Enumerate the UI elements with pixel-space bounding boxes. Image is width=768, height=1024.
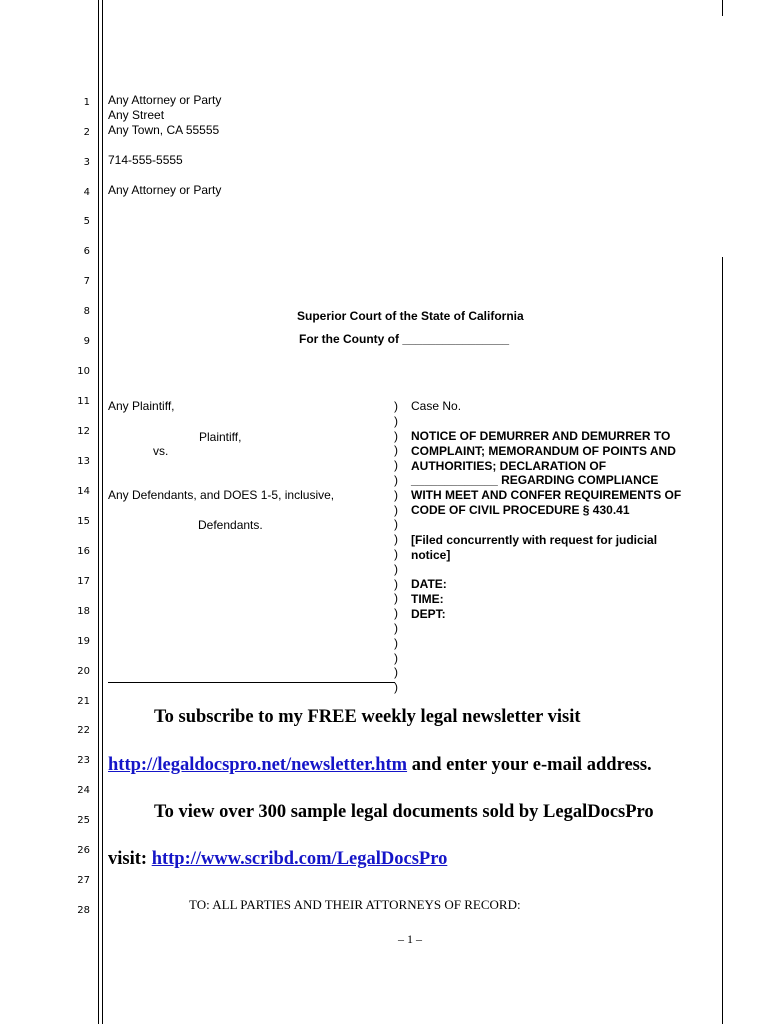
to-all-parties: TO: ALL PARTIES AND THEIR ATTORNEYS OF RECORD: bbox=[189, 897, 521, 912]
promo-line-3: To view over 300 sample legal documents sold by LegalDocsPro bbox=[154, 802, 654, 822]
filed-note-line-2: notice] bbox=[411, 548, 451, 562]
court-name: Superior Court of the State of California bbox=[297, 309, 524, 323]
attorney-phone: 714-555-5555 bbox=[108, 153, 183, 167]
hearing-dept-label: DEPT: bbox=[411, 607, 446, 621]
visit-label: visit: bbox=[108, 849, 152, 869]
defendants-name: Any Defendants, and DOES 1-5, inclusive, bbox=[108, 488, 335, 502]
plaintiff-name: Any Plaintiff, bbox=[108, 399, 175, 413]
caption-paren: ) bbox=[394, 561, 398, 576]
line-number: 22 bbox=[77, 725, 90, 736]
caption-paren: ) bbox=[394, 650, 398, 665]
caption-paren: ) bbox=[394, 443, 398, 458]
caption-paren: ) bbox=[394, 413, 398, 428]
document-title-line-6: CODE OF CIVIL PROCEDURE § 430.41 bbox=[411, 503, 630, 517]
line-number: 16 bbox=[77, 546, 90, 557]
caption-paren: ) bbox=[394, 473, 398, 487]
line-number: 14 bbox=[77, 486, 90, 497]
caption-paren: ) bbox=[394, 399, 398, 413]
promo-line-2 bbox=[108, 755, 652, 776]
filed-note-line-1: [Filed concurrently with request for judicial bbox=[411, 533, 658, 547]
line-number: 27 bbox=[77, 875, 90, 886]
case-number-label: Case No. bbox=[411, 399, 462, 413]
attorney-street: Any Street bbox=[108, 108, 165, 122]
line-number: 18 bbox=[77, 606, 90, 617]
line-number: 3 bbox=[83, 157, 90, 168]
caption-paren: ) bbox=[394, 532, 398, 547]
line-number: 17 bbox=[77, 576, 90, 587]
caption-paren: ) bbox=[394, 517, 398, 532]
court-county: For the County of ________________ bbox=[299, 332, 510, 346]
promo-line-1: To subscribe to my FREE weekly legal newsletter visit bbox=[154, 707, 581, 727]
caption-paren: ) bbox=[394, 635, 398, 650]
line-number: 20 bbox=[77, 666, 90, 677]
line-number: 10 bbox=[77, 366, 90, 377]
line-number: 5 bbox=[83, 216, 90, 227]
line-number: 9 bbox=[83, 336, 90, 347]
caption-paren: ) bbox=[394, 680, 398, 695]
hearing-time-label: TIME: bbox=[411, 592, 444, 606]
line-number: 11 bbox=[77, 396, 90, 407]
caption-paren: ) bbox=[394, 606, 398, 621]
line-number: 24 bbox=[77, 785, 90, 796]
document-title-line-3: AUTHORITIES; DECLARATION OF bbox=[411, 459, 607, 473]
line-number: 1 bbox=[83, 97, 90, 108]
line-number: 15 bbox=[77, 516, 90, 527]
line-number: 2 bbox=[83, 127, 90, 138]
right-margin-rule-top bbox=[722, 0, 723, 16]
plaintiff-role: Plaintiff, bbox=[199, 430, 242, 444]
versus-label: vs. bbox=[153, 444, 169, 458]
attorney-city: Any Town, CA 55555 bbox=[108, 123, 220, 137]
hearing-date-label: DATE: bbox=[411, 577, 447, 591]
line-number: 28 bbox=[77, 905, 90, 916]
scribd-link[interactable]: http://www.scribd.com/LegalDocsPro bbox=[151, 849, 448, 869]
caption-underline bbox=[108, 682, 395, 683]
line-number: 8 bbox=[83, 306, 90, 317]
promo-line-2-rest: and enter your e-mail address. bbox=[407, 755, 652, 775]
document-title-line-5: WITH MEET AND CONFER REQUIREMENTS OF bbox=[411, 488, 682, 502]
caption-paren: ) bbox=[394, 458, 398, 473]
line-number: 12 bbox=[77, 426, 90, 437]
page-number: – 1 – bbox=[398, 932, 422, 946]
caption-paren: ) bbox=[394, 547, 398, 561]
line-number: 26 bbox=[77, 845, 90, 856]
document-title-line-1: NOTICE OF DEMURRER AND DEMURRER TO bbox=[411, 429, 671, 443]
line-number: 6 bbox=[83, 246, 90, 257]
line-number: 7 bbox=[83, 276, 90, 287]
caption-paren: ) bbox=[394, 502, 398, 517]
promo-line-4 bbox=[108, 849, 447, 870]
document-title-line-4: _____________ REGARDING COMPLIANCE bbox=[411, 473, 659, 487]
caption-paren: ) bbox=[394, 621, 398, 635]
line-number: 21 bbox=[77, 696, 90, 707]
caption-paren: ) bbox=[394, 487, 398, 502]
defendants-role: Defendants. bbox=[198, 518, 263, 532]
caption-paren: ) bbox=[394, 576, 398, 591]
attorney-name: Any Attorney or Party bbox=[108, 93, 222, 107]
right-margin-rule bbox=[722, 257, 723, 1024]
newsletter-link[interactable]: http://legaldocspro.net/newsletter.htm bbox=[108, 755, 408, 775]
line-number: 4 bbox=[83, 187, 90, 198]
caption-paren: ) bbox=[394, 591, 398, 606]
caption-paren: ) bbox=[394, 428, 398, 443]
caption-paren: ) bbox=[394, 665, 398, 680]
left-margin-rule-inner bbox=[102, 0, 103, 1024]
line-number: 23 bbox=[77, 755, 90, 766]
attorney-for: Any Attorney or Party bbox=[108, 183, 222, 197]
line-number: 25 bbox=[77, 815, 90, 826]
document-title-line-2: COMPLAINT; MEMORANDUM OF POINTS AND bbox=[411, 444, 676, 458]
left-margin-rule bbox=[98, 0, 99, 1024]
line-number: 19 bbox=[77, 636, 90, 647]
line-number: 13 bbox=[77, 456, 90, 467]
